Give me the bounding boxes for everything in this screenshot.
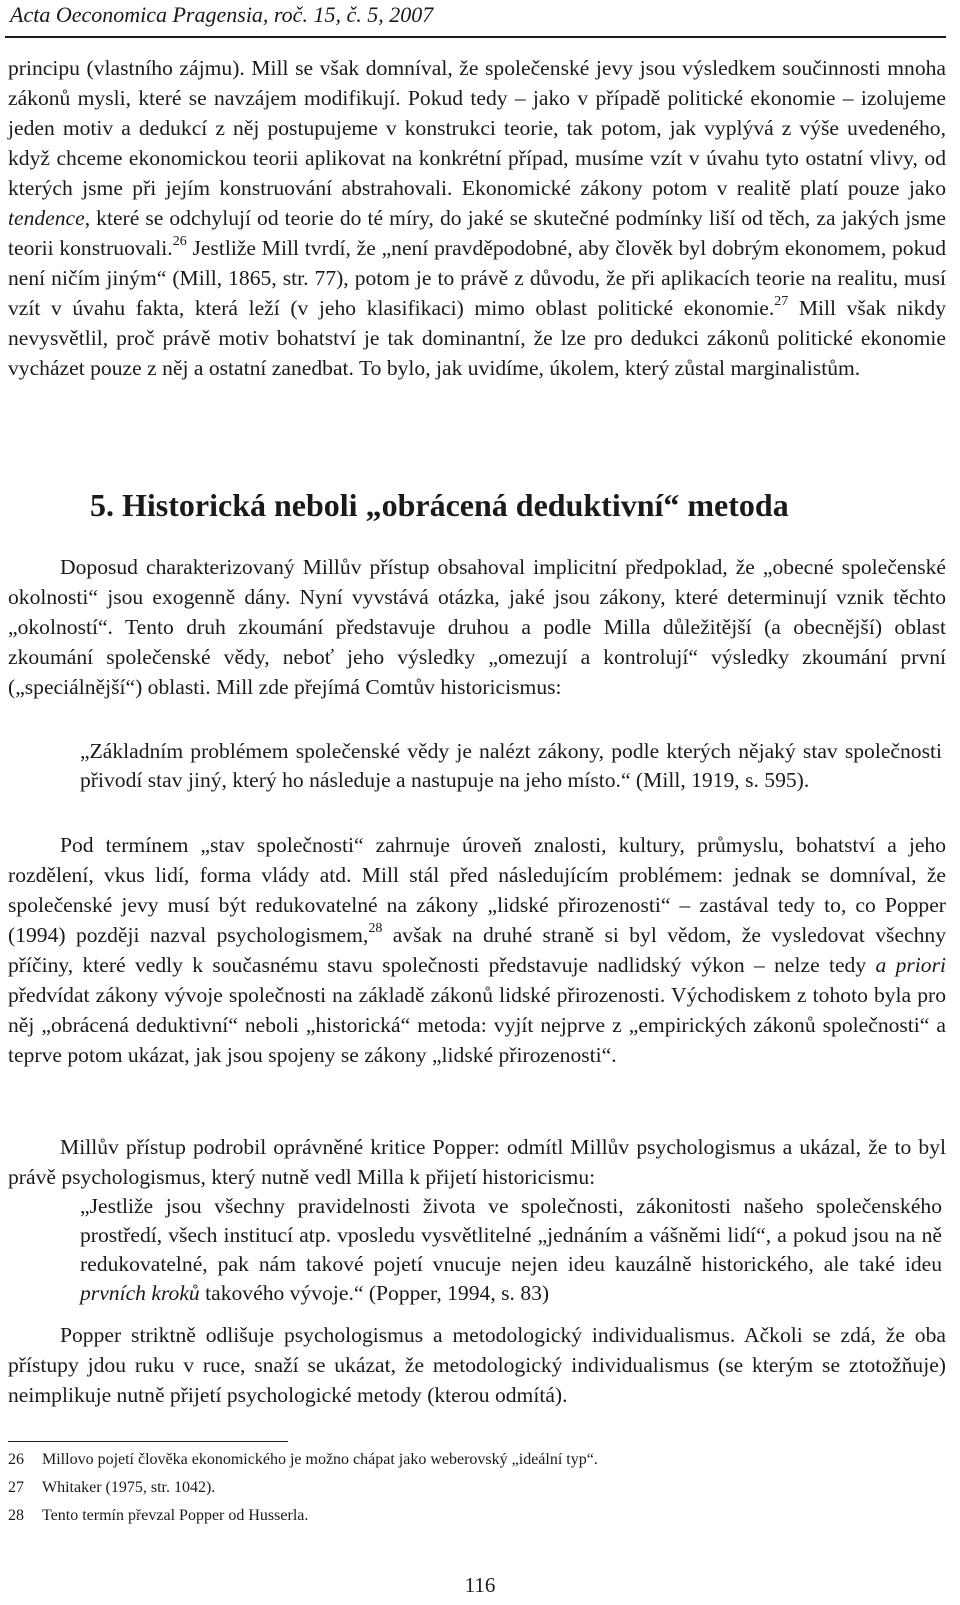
- footnote-text: Whitaker (1975, str. 1042).: [42, 1479, 216, 1496]
- a-priori-emphasis: a priori: [875, 953, 946, 977]
- footnote-number: 27: [8, 1479, 24, 1496]
- paragraph-2: Doposud charakterizovaný Millův přístup obsahoval implicitní předpoklad, že „obecné společenské okolnosti“ jsou exogenně dány. Nyní vyvstává otázka, jaké jsou zákony, které determinují vznik těchto „okolností“. Tento druh zkoumání představuje druhou a podle Milla důležitější (a obecnější) oblast zkoumání společenské vědy, neboť jeho výsledky „omezují a kontrolují“ výsledky zkoumání první („speciálnější“) oblasti. Mill zde přejímá Comtův historicismus:: [8, 555, 946, 699]
- footnote-26: [8, 1450, 598, 1470]
- section-heading: 5. Historická neboli „obrácená deduktivní“ metoda: [90, 487, 789, 523]
- page-number: 116: [464, 1573, 496, 1597]
- footnote-27: [8, 1478, 215, 1498]
- paragraph-5: Popper striktně odlišuje psychologismus a metodologický individualismus. Ačkoli se zdá, že oba přístupy jdou ruku v ruce, snaží se ukázat, že metodologický individualismus (se kterým se ztotožňuje) neimplikuje nutně přijetí psychologické metody (kterou odmítá).: [8, 1323, 946, 1407]
- paragraph-1-text-b: , které se odchylují od teorie do té míry, do jaké se skutečné podmínky liší od těch, za jakých jsme teorii konstruovali.: [8, 206, 946, 260]
- paragraph-1-text-a: principu (vlastního zájmu). Mill se však domníval, že společenské jevy jsou výsledkem součinnosti mnoha zákonů mysli, které se navzájem modifikují. Pokud tedy – jako v případě politické ekonomie – izolujeme jeden motiv a dedukcí z něj postupujeme v konstrukci teorie, tak potom, jak vyplývá z výše uvedeného, když chceme ekonomickou teorii aplikovat na konkrétní případ, musíme vzít v úvahu tyto ostatní vlivy, od kterých jsme při jejím konstruování abstrahovali. Ekonomické zákony potom v realitě platí pouze jako: [8, 56, 946, 200]
- footnote-number: 26: [8, 1451, 24, 1468]
- block-quote-popper-text-b: takového vývoje.“ (Popper, 1994, s. 83): [199, 1281, 550, 1305]
- footnote-text: Millovo pojetí člověka ekonomického je možno chápat jako weberovský „ideální typ“.: [42, 1451, 598, 1468]
- tendence-emphasis: tendence: [8, 206, 85, 230]
- prvnich-kroku-emphasis: prvních kroků: [80, 1281, 200, 1305]
- footnote-number: 28: [8, 1507, 24, 1524]
- footnote-ref-26: 26: [172, 233, 187, 249]
- footnote-text: Tento termín převzal Popper od Husserla.: [42, 1507, 309, 1524]
- paragraph-1-text-d: Mill však nikdy nevysvětlil, proč právě motiv bohatství je tak dominantní, že lze pro dedukci zákonů politické ekonomie vycházet pouze z něj a ostatní zanedbat. To bylo, jak uvidíme, úkolem, který zůstal marginalistům.: [8, 296, 946, 380]
- footnote-rule: [8, 1441, 288, 1442]
- paragraph-3-text-b: avšak na druhé straně si byl vědom, že vysledovat všechny příčiny, které vedly k současnému stavu společnosti představuje nadlidský výkon – nelze tedy: [8, 923, 946, 977]
- footnote-ref-28: 28: [368, 920, 383, 936]
- block-quote-mill: „Základním problémem společenské vědy je nalézt zákony, podle kterých nějaký stav společnosti přivodí stav jiný, který ho následuje a nastupuje na jeho místo.“ (Mill, 1919, s. 595).: [80, 739, 942, 792]
- paragraph-3-text-a: Pod termínem „stav společnosti“ zahrnuje úroveň znalosti, kultury, průmyslu, bohatství a jeho rozdělení, vkus lidí, forma vlády atd. Mill stál před následujícím problémem: jednak se domníval, že společenské jevy musí být redukovatelné na zákony „lidské přirozenosti“ – zastával tedy to, co Popper (1994) později nazval psychologismem,: [8, 833, 946, 947]
- paragraph-3-text-c: předvídat zákony vývoje společnosti na základě zákonů lidské přirozenosti. Východiskem z tohoto byla pro něj „obrácená deduktivní“ neboli „historická“ metoda: vyjít nejprve z „empirických zákonů společnosti“ a teprve potom ukázat, jak jsou spojeny se zákony „lidské přirozenosti“.: [8, 983, 946, 1067]
- running-header: Acta Oeconomica Pragensia, roč. 15, č. 5, 2007: [10, 2, 434, 27]
- paragraph-4: Millův přístup podrobil oprávněné kritice Popper: odmítl Millův psychologismus a ukázal, že to byl právě psychologismus, který nutně vedl Milla k přijetí historicismu:: [8, 1135, 946, 1189]
- paragraph-1-text-c: Jestliže Mill tvrdí, že „není pravděpodobné, aby člověk byl dobrým ekonomem, pokud není ničím jiným“ (Mill, 1865, str. 77), potom je to právě z důvodu, že při aplikacích teorie na realitu, musí vzít v úvahu fakta, která leží (v jeho klasifikaci) mimo oblast politické ekonomie.: [8, 236, 946, 320]
- footnote-28: [8, 1506, 308, 1526]
- header-rule: [5, 36, 946, 38]
- block-quote-popper-text-a: „Jestliže jsou všechny pravidelnosti života ve společnosti, zákonitosti našeho společenského prostředí, všech institucí atp. vposledu vysvětlitelné „jednáním a vášněmi lidí“, a pokud jsou na ně redukovatelné, pak nám takové pojetí vnucuje nejen ideu kauzálně historického, ale také ideu: [80, 1194, 942, 1276]
- paragraph-3: [8, 830, 946, 1070]
- block-quote-popper: [80, 1192, 942, 1308]
- paragraph-1: [8, 53, 946, 383]
- footnote-ref-27: 27: [774, 293, 789, 309]
